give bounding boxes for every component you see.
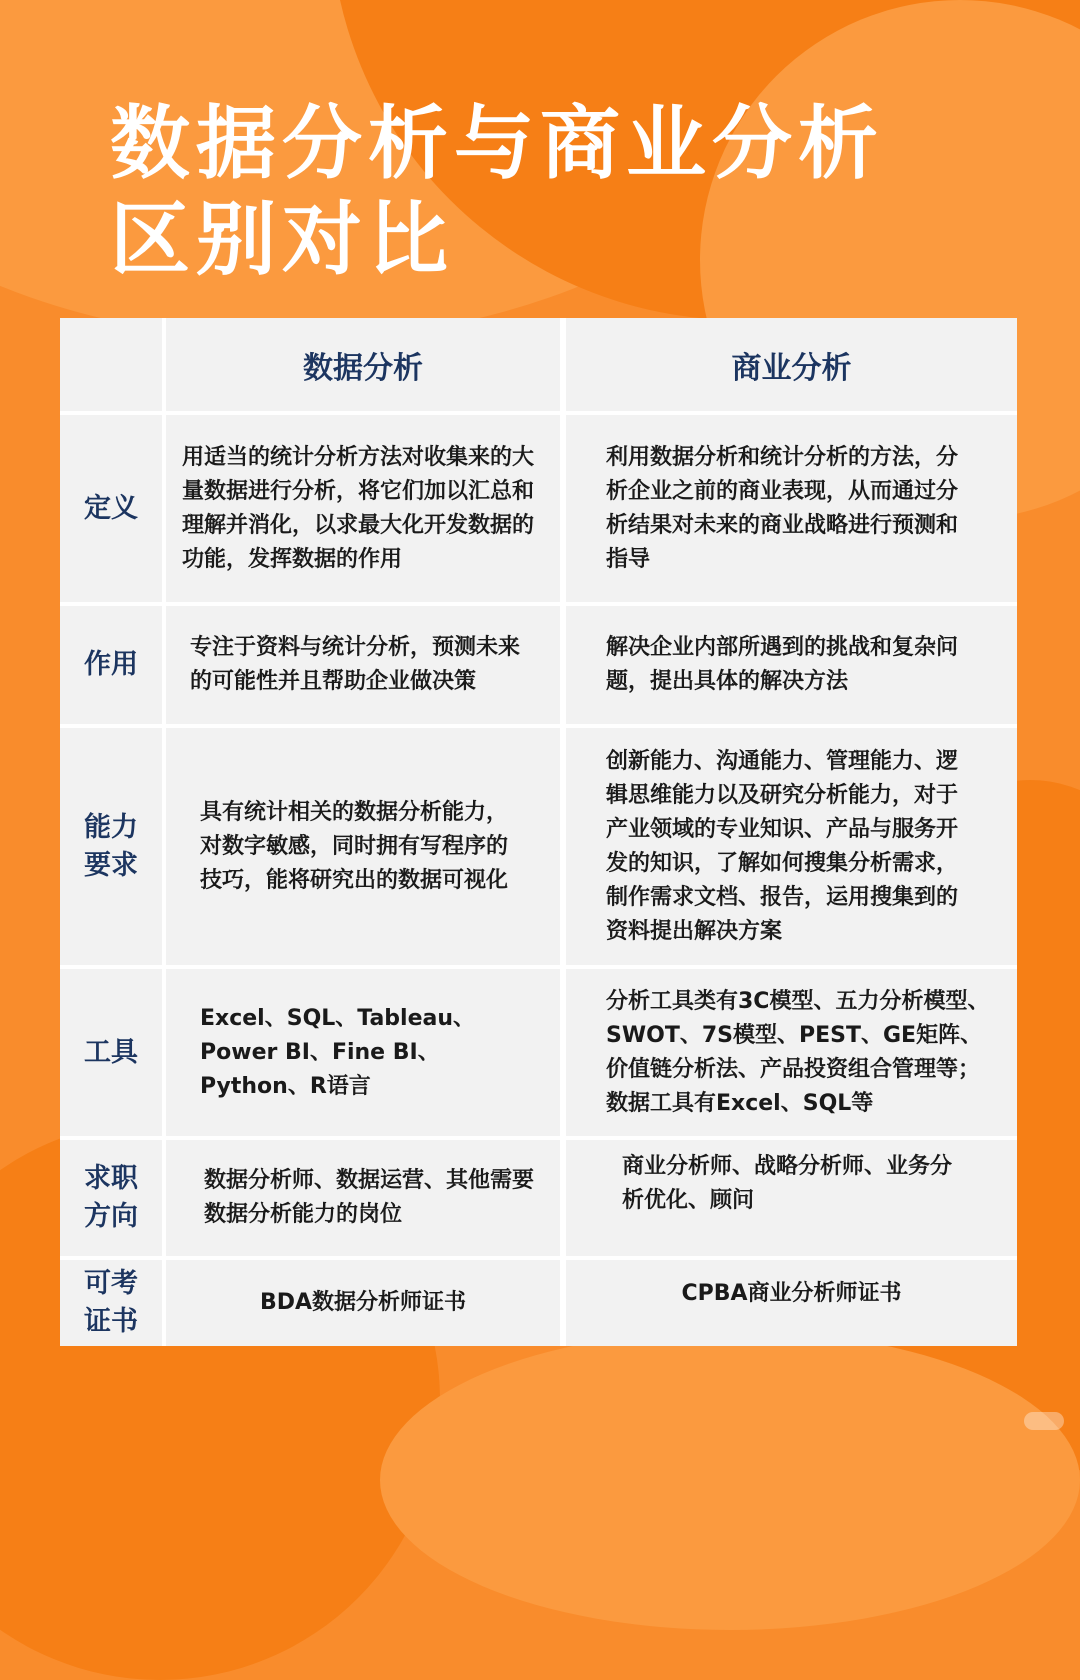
cell-text: 用适当的统计分析方法对收集来的大量数据进行分析，将它们加以汇总和理解并消化，以求最大化开发数据的功能，发挥数据的作用	[182, 444, 535, 572]
title-line-2: 区别对比	[110, 193, 454, 286]
row-label-text: 可考	[84, 1268, 138, 1299]
cell-tools-business	[566, 969, 1017, 1136]
header-data-analysis	[166, 318, 560, 411]
row-label-text: 工具	[84, 1036, 138, 1068]
row-label-tools	[60, 969, 162, 1136]
cell-definition-business	[566, 415, 1017, 602]
cell-skills-data	[166, 728, 560, 965]
cell-text: 数据分析师、数据运营、其他需要数据分析能力的岗位	[204, 1168, 535, 1227]
row-label-certificate	[60, 1260, 162, 1346]
row-label-text: 求职	[84, 1163, 138, 1194]
cell-text: 具有统计相关的数据分析能力，对数字敏感，同时拥有写程序的技巧，能将研究出的数据可视化	[200, 799, 509, 893]
cell-purpose-business	[566, 606, 1017, 724]
row-label-text: 证书	[84, 1306, 138, 1337]
cell-certificate-data	[166, 1260, 560, 1346]
page-title	[110, 96, 884, 288]
row-label-career	[60, 1140, 162, 1256]
cell-text: 利用数据分析和统计分析的方法，分析企业之前的商业表现，从而通过分析结果对未来的商业战略进行预测和指导	[606, 444, 959, 572]
row-label-text: 要求	[84, 849, 138, 881]
header-business-analysis-label: 商业分析	[731, 350, 852, 386]
row-label-text: 能力	[84, 811, 138, 843]
cell-text: 商业分析师、战略分析师、业务分析优化、顾问	[622, 1154, 953, 1213]
cell-text: 创新能力、沟通能力、管理能力、逻辑思维能力以及研究分析能力，对于产业领域的专业知识、产品与服务开发的知识，了解如何搜集分析需求，制作需求文档、报告，运用搜集到的资料提出解决方案	[606, 748, 959, 944]
cell-text: Excel、SQL、Tableau、Power BI、Fine BI、Python、R语言	[200, 1005, 476, 1099]
cell-career-data	[166, 1140, 560, 1256]
header-corner-cell	[60, 318, 162, 411]
cell-text: 分析工具类有3C模型、五力分析模型、SWOT、7S模型、PEST、GE矩阵、价值链分析法、产品投资组合管理等；数据工具有Excel、SQL等	[606, 988, 990, 1116]
cell-definition-data	[166, 415, 560, 602]
row-label-text: 作用	[84, 649, 138, 680]
watermark-badge	[1024, 1412, 1064, 1430]
title-line-1: 数据分析与商业分析	[110, 97, 884, 190]
cell-purpose-data	[166, 606, 560, 724]
bg-shape	[380, 1330, 1080, 1630]
header-data-analysis-label: 数据分析	[303, 350, 423, 386]
cell-text: CPBA商业分析师证书	[681, 1281, 902, 1306]
row-label-purpose	[60, 606, 162, 724]
cell-skills-business	[566, 728, 1017, 965]
row-label-definition	[60, 415, 162, 602]
cell-certificate-business	[566, 1260, 1017, 1346]
cell-tools-data	[166, 969, 560, 1136]
comparison-table	[60, 318, 1017, 1346]
cell-text: 专注于资料与统计分析，预测未来的可能性并且帮助企业做决策	[190, 635, 521, 694]
header-business-analysis	[566, 318, 1017, 411]
row-label-skills	[60, 728, 162, 965]
cell-text: BDA数据分析师证书	[259, 1290, 467, 1315]
cell-career-business	[566, 1140, 1017, 1256]
row-label-text: 定义	[84, 492, 138, 524]
row-label-text: 方向	[84, 1201, 138, 1232]
cell-text: 解决企业内部所遇到的挑战和复杂问题，提出具体的解决方法	[606, 635, 959, 694]
